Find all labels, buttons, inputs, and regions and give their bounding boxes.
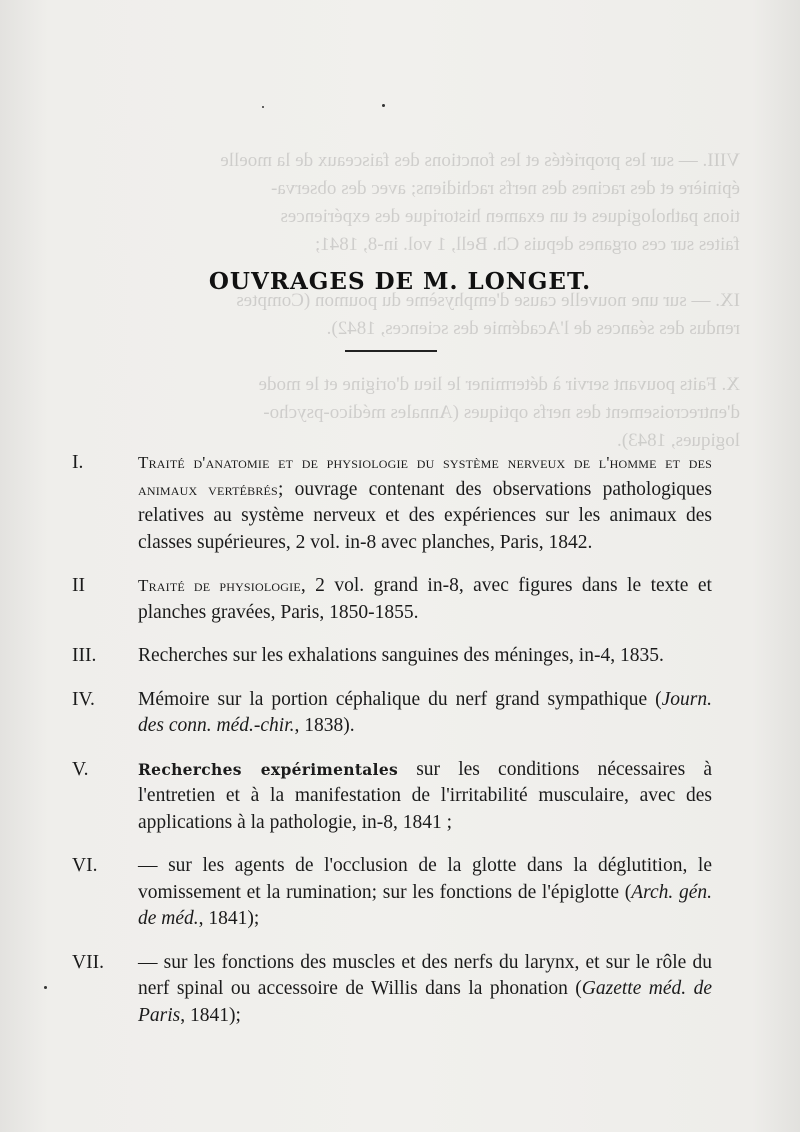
entry-citation: Arch. gén. de méd.: [138, 881, 712, 929]
entry-number: IV.: [72, 688, 95, 710]
entry-citation: Journ. des conn. méd.-chir.: [138, 688, 712, 736]
bleed-line: logiques, 1843).: [617, 430, 740, 451]
list-item: [72, 853, 712, 933]
entry-description: sur les conditions nécessaires à l'entretien et à la manifestation de l'irritabilité musculaire, avec des applications à la pathologie, in-8, 1841 ;: [138, 758, 712, 833]
list-item: [72, 687, 712, 740]
bleed-line: faites sur ces organes depuis Ch. Bell, 1 vol. in-8, 1841;: [315, 234, 740, 255]
entry-citation: Gazette méd. de Paris: [138, 978, 712, 1026]
entry-text: [138, 450, 712, 556]
entry-date: , 1841);: [180, 1004, 241, 1026]
ink-speck: [44, 986, 47, 989]
bleed-line: tions pathologiques et un examen historique des expériences: [280, 206, 740, 227]
list-item: [72, 757, 712, 837]
bleed-line: rendus des séances de l'Académie des sciences, 1842).: [326, 318, 740, 339]
entry-description: ; ouvrage contenant des observations pathologiques relatives au système nerveux et des expériences sur les animaux des classes supérieures, 2 vol. in-8 avec planches, Paris, 1842.: [138, 478, 712, 553]
ink-speck: [262, 106, 264, 108]
entry-text: [138, 950, 712, 1030]
entry-text: [138, 757, 712, 837]
entry-description: — sur les fonctions des muscles et des nerfs du larynx, et sur le rôle du nerf spinal ou accessoire de Willis dans la phonation (: [138, 951, 712, 999]
entry-number: III.: [72, 645, 97, 666]
entry-title: Traité d'anatomie et de physiologie du système nerveux de l'homme et des animaux vertébrés: [138, 453, 712, 499]
entry-description: Mémoire sur la portion céphalique du nerf grand sympathique (: [138, 688, 662, 710]
entry-number: V.: [72, 758, 89, 780]
entry-text: [138, 687, 712, 740]
entry-number: VI.: [72, 855, 98, 876]
title-rule: [345, 350, 437, 352]
works-list: [72, 450, 712, 1046]
entry-number: II: [72, 575, 85, 596]
entry-number: VII.: [72, 951, 104, 973]
entry-description: , 2 vol. grand in-8, avec figures dans le texte et planches gravées, Paris, 1850-1855.: [138, 575, 712, 623]
entry-date: , 1841);: [198, 908, 260, 929]
entry-number: I.: [72, 452, 84, 473]
ink-speck: [382, 104, 385, 107]
bleed-line: VIII. — sur les propriétés et les fonctions des faisceaux de la moelle: [220, 150, 740, 171]
entry-title: Traité de physiologie: [138, 576, 301, 595]
list-item: [72, 950, 712, 1030]
bleed-line: d'entrecroisement des nerfs optiques (Annales médico-psycho-: [263, 402, 740, 423]
entry-text: [138, 853, 712, 933]
bleed-line: X. Faits pouvant servir à déterminer le lieu d'origine et le mode: [258, 374, 740, 395]
bleed-line: IX. — sur une nouvelle cause d'emphysème du poumon (Comptes: [236, 290, 740, 311]
entry-description: — sur les agents de l'occlusion de la glotte dans la déglutition, le vomissement et la rumination; sur les fonctions de l'épiglotte (: [138, 855, 712, 903]
page-title: OUVRAGES DE M. LONGET.: [208, 268, 592, 295]
list-item: [72, 643, 712, 670]
entry-date: , 1838).: [294, 715, 355, 736]
list-item: [72, 450, 712, 556]
entry-text: Recherches sur les exhalations sanguines des méninges, in-4, 1835.: [138, 645, 664, 666]
bleed-line: épinière et des racines des nerfs rachidiens; avec des observa-: [271, 178, 740, 199]
entry-title: Recherches expérimentales: [138, 759, 399, 779]
entry-text: [138, 573, 712, 626]
list-item: [72, 573, 712, 626]
